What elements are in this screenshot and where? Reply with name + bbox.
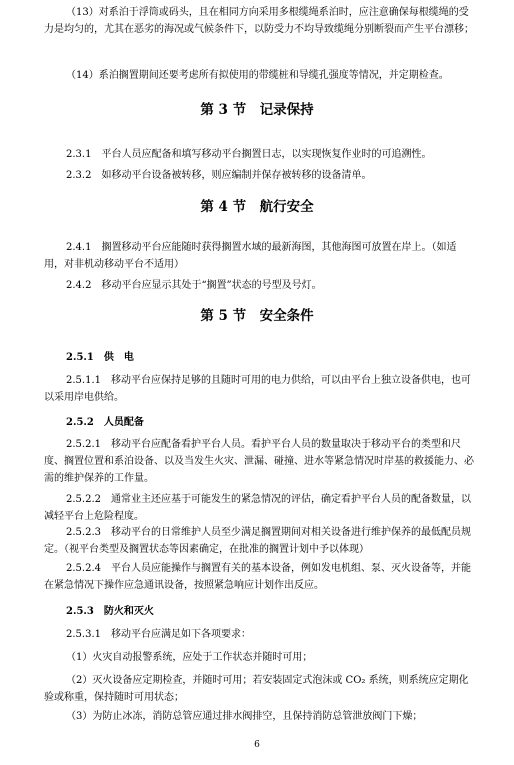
- clause-2-5-1-1: 2.5.1.1 移动平台应保持足够的且随时可用的电力供给，可以由平台上独立设备供电，也可以采用岸电供给。: [44, 375, 471, 403]
- section-3-heading: 第 3 节 记录保持: [200, 102, 314, 118]
- clause-2-5-3-1: 2.5.3.1 移动平台应满足如下各项要求：: [66, 629, 251, 640]
- list-item-1: （1）火灾自动报警系统，应处于工作状态并随时可用；: [66, 652, 313, 663]
- clause-2-5-2-3: 2.5.2.3 移动平台的日常维护人员至少满足搁置期间对相关设备进行维护保养的最低配员规定。（视平台类型及搁置状态等因素确定，在批准的搁置计划中予以体现）: [44, 527, 471, 555]
- list-item-3: （3）为防止冰冻，消防总管应通过排水阀排空，且保持消防总管泄放阀门下燥；: [66, 711, 423, 722]
- clause-2-5-2-2: 2.5.2.2 通常业主还应基于可能发生的紧急情况的评估，确定看护平台人员的配备数量，以减轻平台上危险程度。: [44, 494, 471, 522]
- subheading-2-5-1: 2.5.1 供 电: [66, 352, 134, 363]
- clause-2-5-2-1: 2.5.2.1 移动平台应配备看护平台人员。看护平台人员的数量取决于移动平台的类型和尺度、搁置位置和系泊设备、以及当发生火灾、泄漏、碰撞、进水等紧急情况时岸基的救援能力、必需的维护保养的工作量。: [44, 439, 474, 484]
- list-item-2: （2）灭火设备应定期检查，并随时可用；若安装固定式泡沫或 CO₂ 系统，则系统应定期化验或称重，保持随时可用状态；: [44, 675, 469, 703]
- paragraph-item-14: （14）系泊搁置期间还要考虑所有拟使用的带缆桩和导缆孔强度等情况，并定期检查。: [66, 70, 449, 81]
- section-5-heading: 第 5 节 安全条件: [200, 308, 314, 324]
- clause-2-5-2-4: 2.5.2.4 平台人员应能操作与搁置有关的基本设备，例如发电机组、泵、灭火设备等，并能在紧急情况下操作应急通讯设备，按照紧急响应计划作出反应。: [44, 563, 471, 591]
- clause-2-3-2: 2.3.2 如移动平台设备被转移，则应编制并保存被转移的设备清单。: [66, 170, 372, 181]
- subheading-2-5-2: 2.5.2 人员配备: [66, 417, 144, 428]
- subheading-2-5-3: 2.5.3 防火和灭火: [66, 606, 154, 617]
- paragraph-item-13: （13）对系泊于浮筒或码头，且在相同方向采用多根缆绳系泊时，应注意确保每根缆绳的受力是均匀的，尤其在恶劣的海况或气候条件下，以防受力不均导致缆绳分别断裂而产生平台漂移；: [44, 7, 474, 35]
- clause-2-4-1: 2.4.1 搁置移动平台应能随时获得搁置水域的最新海图，其他海图可放置在岸上。（如适用，对非机动移动平台不适用）: [44, 242, 457, 270]
- page-number: 6: [254, 740, 260, 750]
- section-4-heading: 第 4 节 航行安全: [200, 199, 314, 215]
- clause-2-4-2: 2.4.2 移动平台应显示其处于“搁置”状态的号型及号灯。: [66, 280, 322, 291]
- clause-2-3-1: 2.3.1 平台人员应配备和填写移动平台搁置日志，以实现恢复作业时的可追溯性。: [66, 149, 432, 160]
